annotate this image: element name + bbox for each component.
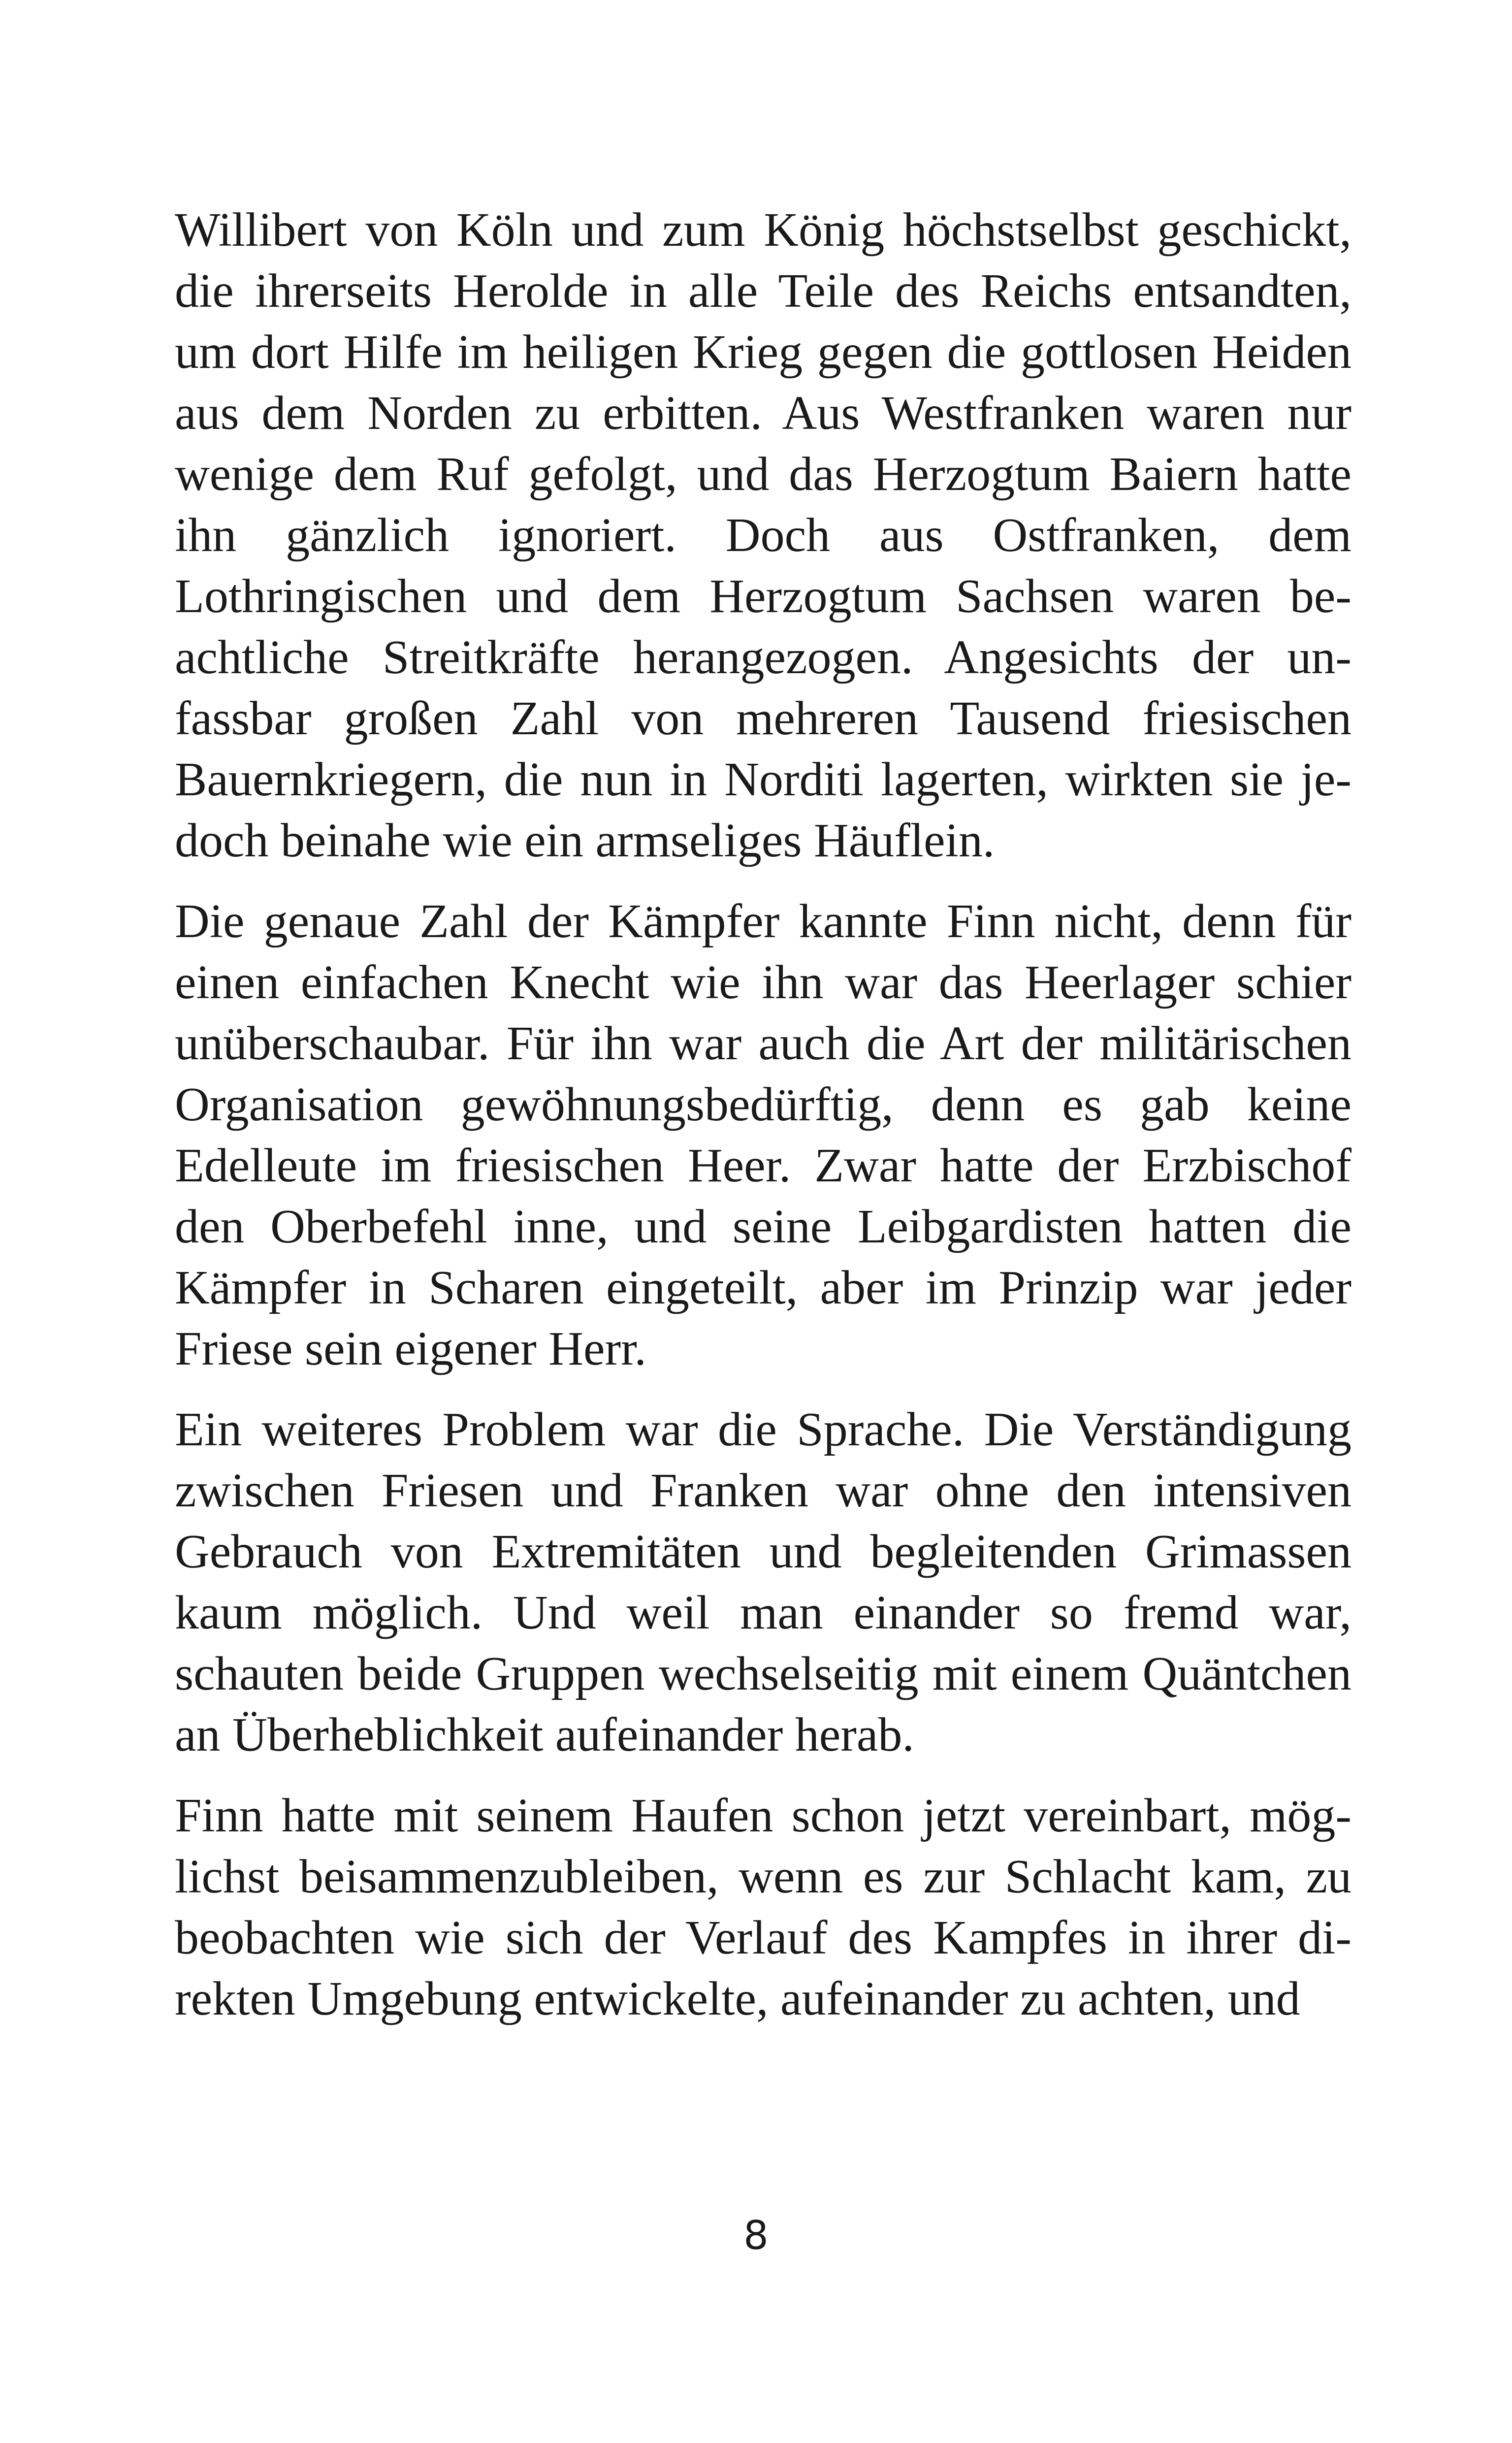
body-text (175, 199, 1351, 2029)
paragraph-1: Willibert von Köln und zum König höchstselbst geschickt, die ihrerseits Herolde in alle Teile des Reichs entsandten, um dort Hilfe im heiligen Krieg gegen die gottlosen Heiden aus dem Norden zu erbitten. Aus Westfranken waren nur wenige dem Ruf gefolgt, und das Herzogtum Baiern hatte ihn gänzlich ignoriert. Doch aus Ostfranken, dem Lothringischen und dem Herzogtum Sachsen waren beachtliche Streitkräfte herangezogen. Angesichts der unfassbar großen Zahl von mehreren Tausend friesischen Bauernkriegern, die nun in Norditi lagerten, wirkten sie jedoch beinahe wie ein armseliges Häuflein. (175, 203, 1351, 867)
paragraph-3: Ein weiteres Problem war die Sprache. Die Verständigung zwischen Friesen und Franken war ohne den intensiven Gebrauch von Extremitäten und begleitenden Grimassen kaum möglich. Und weil man einander so fremd war, schauten beide Gruppen wechselseitig mit einem Quäntchen an Überheblichkeit aufeinander herab. (175, 1403, 1351, 1761)
paragraph-4: Finn hatte mit seinem Haufen schon jetzt vereinbart, möglichst beisammenzubleiben, wenn es zur Schlacht kam, zu beobachten wie sich der Verlauf des Kampfes in ihrer direkten Umgebung entwickelte, aufeinander zu achten, und (175, 1789, 1351, 2025)
paragraph-2: Die genaue Zahl der Kämpfer kannte Finn nicht, denn für einen einfachen Knecht wie ihn war das Heerlager schier unüberschaubar. Für ihn war auch die Art der militärischen Organisation gewöhnungsbedürftig, denn es gab keine Edelleute im friesischen Heer. Zwar hatte der Erzbischof den Oberbefehl inne, und seine Leibgardisten hatten die Kämpfer in Scharen eingeteilt, aber im Prinzip war jeder Friese sein eigener Herr. (175, 895, 1351, 1375)
page-number: 8 (743, 2213, 769, 2258)
